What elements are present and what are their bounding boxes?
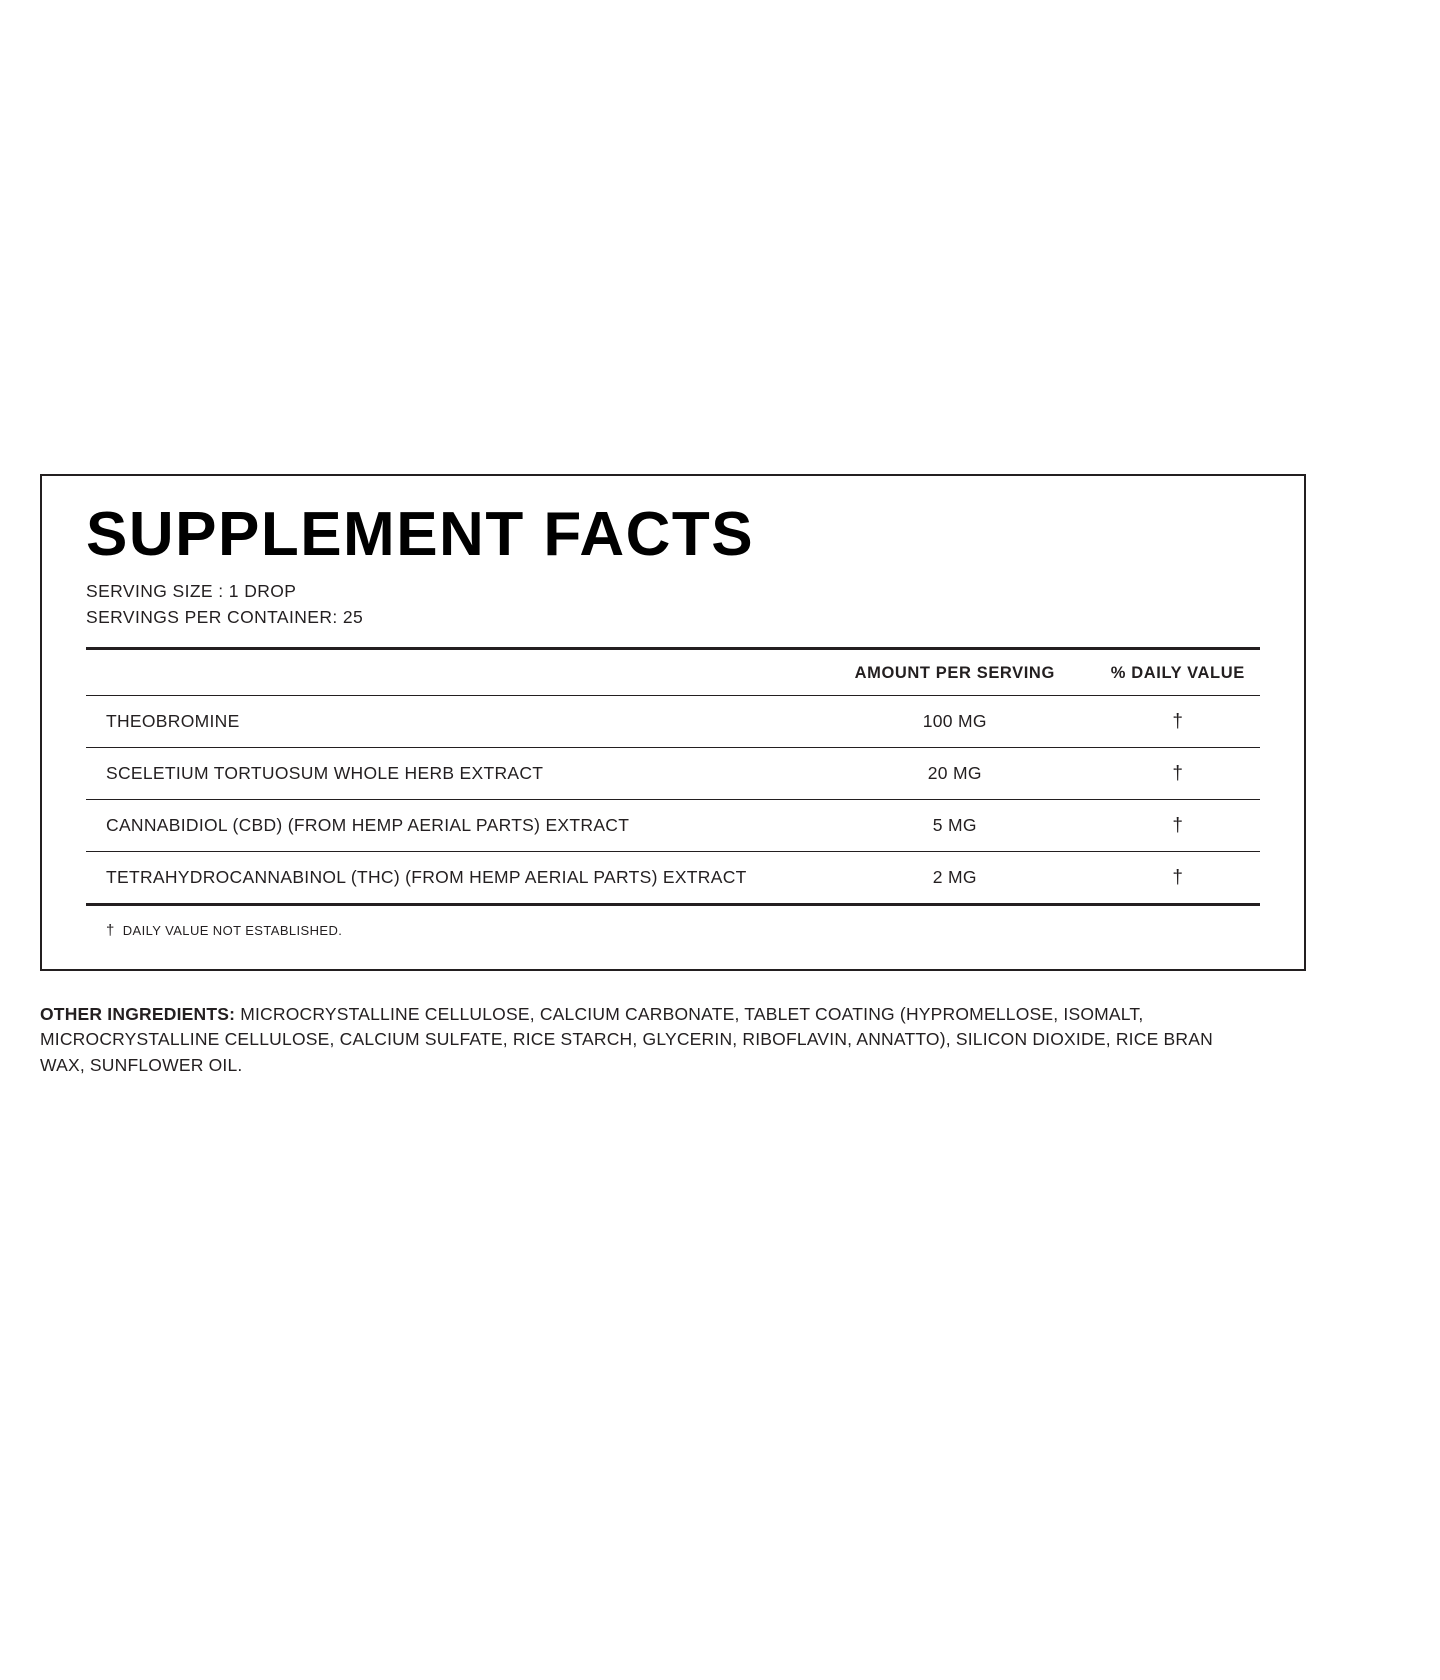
column-header-name xyxy=(86,650,814,696)
ingredient-name: CANNABIDIOL (CBD) (FROM HEMP AERIAL PARTS) EXTRACT xyxy=(106,815,630,836)
ingredient-name: TETRAHYDROCANNABINOL (THC) (FROM HEMP AERIAL PARTS) EXTRACT xyxy=(106,867,747,888)
column-header-daily-value: % DAILY VALUE xyxy=(1110,663,1245,682)
ingredient-amount: 100 MG xyxy=(922,711,987,732)
table-row xyxy=(86,695,1260,747)
table-row xyxy=(86,851,1260,904)
ingredient-amount: 20 MG xyxy=(927,763,982,784)
ingredient-name: SCELETIUM TORTUOSUM WHOLE HERB EXTRACT xyxy=(106,763,544,784)
ingredient-daily-value: † xyxy=(1172,762,1184,784)
table-row xyxy=(86,799,1260,851)
supplement-facts-table xyxy=(86,650,1260,906)
dagger-icon: † xyxy=(106,921,115,939)
ingredient-daily-value: † xyxy=(1172,866,1184,888)
page-title: SUPPLEMENT FACTS xyxy=(86,500,755,569)
ingredient-daily-value: † xyxy=(1172,814,1184,836)
supplement-facts-panel xyxy=(40,474,1306,971)
column-header-amount: AMOUNT PER SERVING xyxy=(854,663,1055,682)
ingredient-daily-value: † xyxy=(1172,710,1184,732)
serving-size-line: SERVING SIZE : 1 DROP xyxy=(86,580,297,601)
ingredient-amount: 5 MG xyxy=(932,815,977,836)
ingredient-amount: 2 MG xyxy=(932,867,977,888)
table-row xyxy=(86,747,1260,799)
footnote-text: DAILY VALUE NOT ESTABLISHED. xyxy=(122,922,343,938)
servings-per-container-line: SERVINGS PER CONTAINER: 25 xyxy=(86,606,364,627)
footnote xyxy=(86,906,1260,939)
other-ingredients xyxy=(40,1002,1260,1078)
ingredient-name: THEOBROMINE xyxy=(106,711,240,732)
other-ingredients-text: MICROCRYSTALLINE CELLULOSE, CALCIUM CARBONATE, TABLET COATING (HYPROMELLOSE, ISOMALT, MICROCRYSTALLINE CELLULOSE, CALCIUM SULFATE, RICE STARCH, GLYCERIN, RIBOFLAVIN, ANNATTO), SILICON DIOXIDE, RICE BRAN WAX, SUNFLOWER OIL. xyxy=(40,1004,1213,1075)
table-header-row xyxy=(86,650,1260,696)
other-ingredients-label: OTHER INGREDIENTS: xyxy=(40,1004,236,1024)
